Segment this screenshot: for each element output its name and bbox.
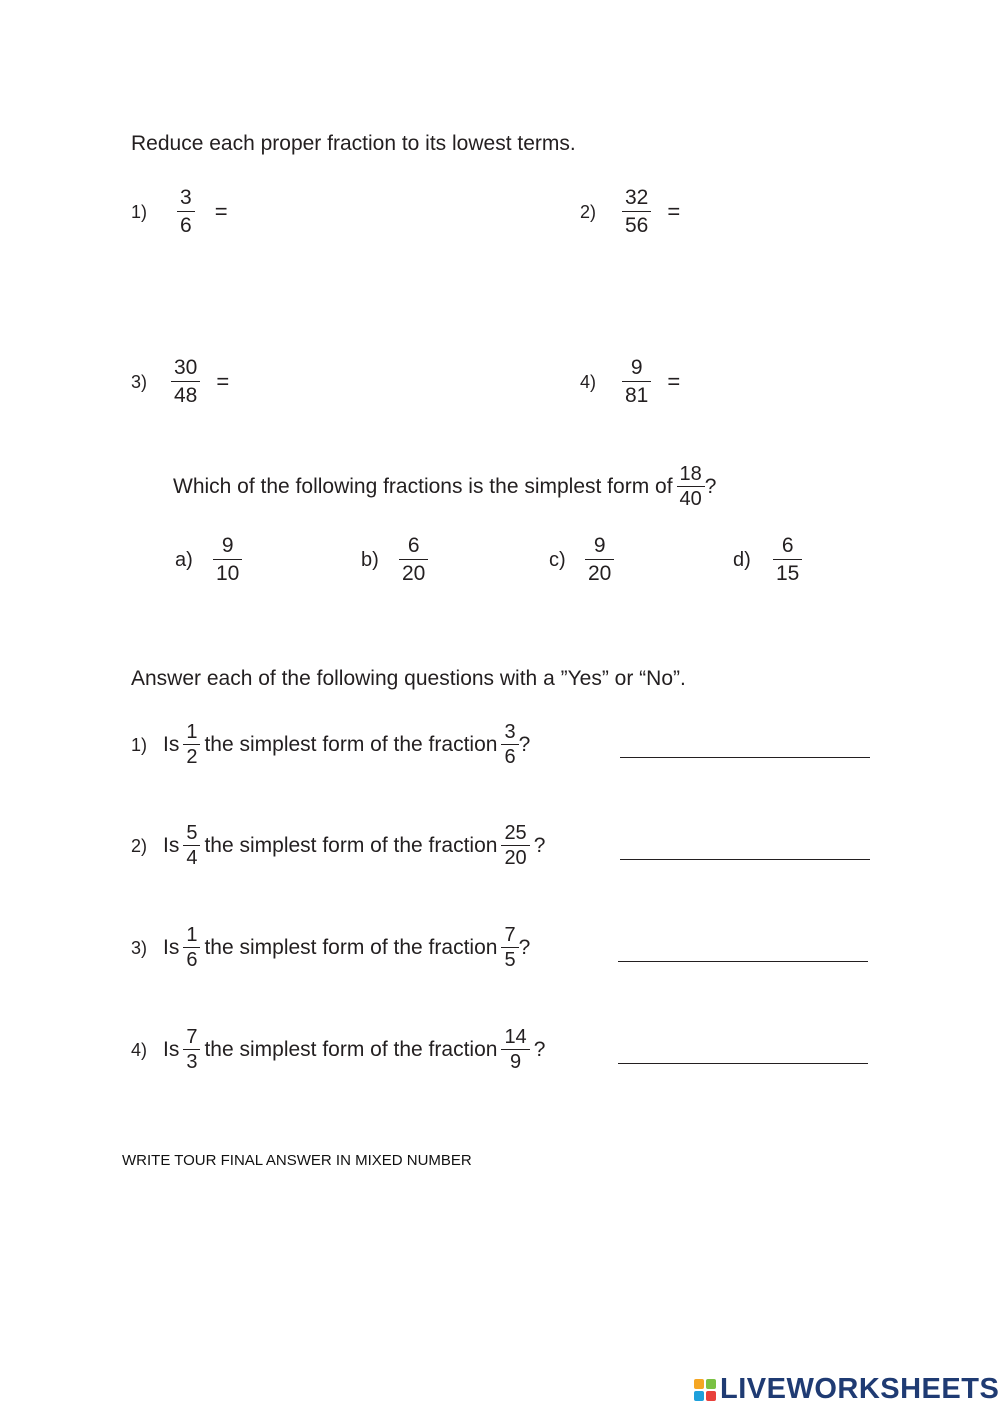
problem-label: 3) bbox=[131, 371, 148, 392]
question-mark: ? bbox=[518, 733, 531, 756]
is-word: Is bbox=[163, 834, 180, 857]
question-mark: ? bbox=[533, 834, 546, 857]
brand-logo-icon bbox=[694, 1379, 716, 1401]
reduce-problem-4 bbox=[580, 356, 680, 408]
fraction: $\frac{1}{6}$ bbox=[183, 925, 200, 971]
equals-sign: = bbox=[214, 199, 228, 224]
question-text: the simplest form of the fraction bbox=[204, 834, 498, 857]
question-label: 1) bbox=[131, 734, 148, 755]
option-a[interactable] bbox=[175, 534, 242, 586]
equals-sign: = bbox=[216, 369, 230, 394]
fraction: $\frac{32}{56}$ bbox=[622, 186, 651, 238]
answer-line-2[interactable] bbox=[620, 859, 870, 860]
brand-name: LIVEWORKSHEETS bbox=[720, 1373, 1000, 1405]
problem-label: 4) bbox=[580, 371, 597, 392]
question-text: the simplest form of the fraction bbox=[204, 936, 498, 959]
answer-line-1[interactable] bbox=[620, 757, 870, 758]
yes-no-question-2 bbox=[131, 823, 545, 869]
fraction: $\frac{6}{20}$ bbox=[399, 534, 428, 586]
answer-line-4[interactable] bbox=[618, 1063, 868, 1064]
fraction: $\frac{9}{10}$ bbox=[213, 534, 242, 586]
is-word: Is bbox=[163, 936, 180, 959]
question-mark: ? bbox=[518, 936, 531, 959]
yes-no-question-1 bbox=[131, 722, 530, 768]
logo-square-l bbox=[694, 1379, 704, 1389]
is-word: Is bbox=[163, 733, 180, 756]
liveworksheets-logo[interactable] bbox=[694, 1373, 999, 1406]
reduce-problem-3 bbox=[131, 356, 229, 408]
option-label: a) bbox=[175, 548, 193, 571]
fraction: $\frac{5}{4}$ bbox=[183, 823, 200, 869]
equals-sign: = bbox=[667, 199, 681, 224]
logo-square-b bbox=[706, 1391, 716, 1401]
answer-line-3[interactable] bbox=[618, 961, 868, 962]
problem-label: 1) bbox=[131, 201, 148, 222]
question-label: 3) bbox=[131, 937, 148, 958]
yes-no-question-3 bbox=[131, 925, 530, 971]
fraction: $\frac{9}{20}$ bbox=[585, 534, 614, 586]
option-b[interactable] bbox=[361, 534, 428, 586]
question-text: the simplest form of the fraction bbox=[204, 733, 498, 756]
question-text: Which of the following fractions is the simplest form of bbox=[173, 475, 673, 498]
section1-heading: Reduce each proper fraction to its lowest terms. bbox=[131, 132, 576, 155]
fraction: $\frac{25}{20}$ bbox=[501, 823, 529, 869]
problem-label: 2) bbox=[580, 201, 597, 222]
fraction: $\frac{3}{6}$ bbox=[177, 186, 195, 238]
option-label: b) bbox=[361, 548, 379, 571]
question-text: the simplest form of the fraction bbox=[204, 1038, 498, 1061]
section3-heading: Answer each of the following questions with a ”Yes” or “No”. bbox=[131, 667, 686, 690]
fraction: $\frac{7}{5}$ bbox=[501, 925, 518, 971]
option-c[interactable] bbox=[549, 534, 614, 586]
fraction: $\frac{3}{6}$ bbox=[501, 722, 518, 768]
question-label: 2) bbox=[131, 835, 148, 856]
reduce-problem-1 bbox=[131, 186, 228, 238]
fraction: $\frac{1}{2}$ bbox=[183, 722, 200, 768]
fraction: $\frac{14}{9}$ bbox=[501, 1027, 529, 1073]
logo-square-w bbox=[706, 1379, 716, 1389]
equals-sign: = bbox=[667, 369, 681, 394]
option-label: c) bbox=[549, 548, 566, 571]
fraction: $\frac{6}{15}$ bbox=[773, 534, 802, 586]
question-mark: ? bbox=[704, 475, 717, 498]
reduce-problem-2 bbox=[580, 186, 680, 238]
logo-square-s bbox=[694, 1391, 704, 1401]
is-word: Is bbox=[163, 1038, 180, 1061]
multiple-choice-question bbox=[173, 464, 716, 510]
question-label: 4) bbox=[131, 1039, 148, 1060]
question-mark: ? bbox=[533, 1038, 546, 1061]
option-label: d) bbox=[733, 548, 751, 571]
instruction-note: WRITE TOUR FINAL ANSWER IN MIXED NUMBER bbox=[122, 1152, 472, 1169]
fraction: $\frac{18}{40}$ bbox=[677, 464, 705, 510]
fraction: $\frac{7}{3}$ bbox=[183, 1027, 200, 1073]
yes-no-question-4 bbox=[131, 1027, 545, 1073]
option-d[interactable] bbox=[733, 534, 802, 586]
fraction: $\frac{30}{48}$ bbox=[171, 356, 200, 408]
fraction: $\frac{9}{81}$ bbox=[622, 356, 651, 408]
